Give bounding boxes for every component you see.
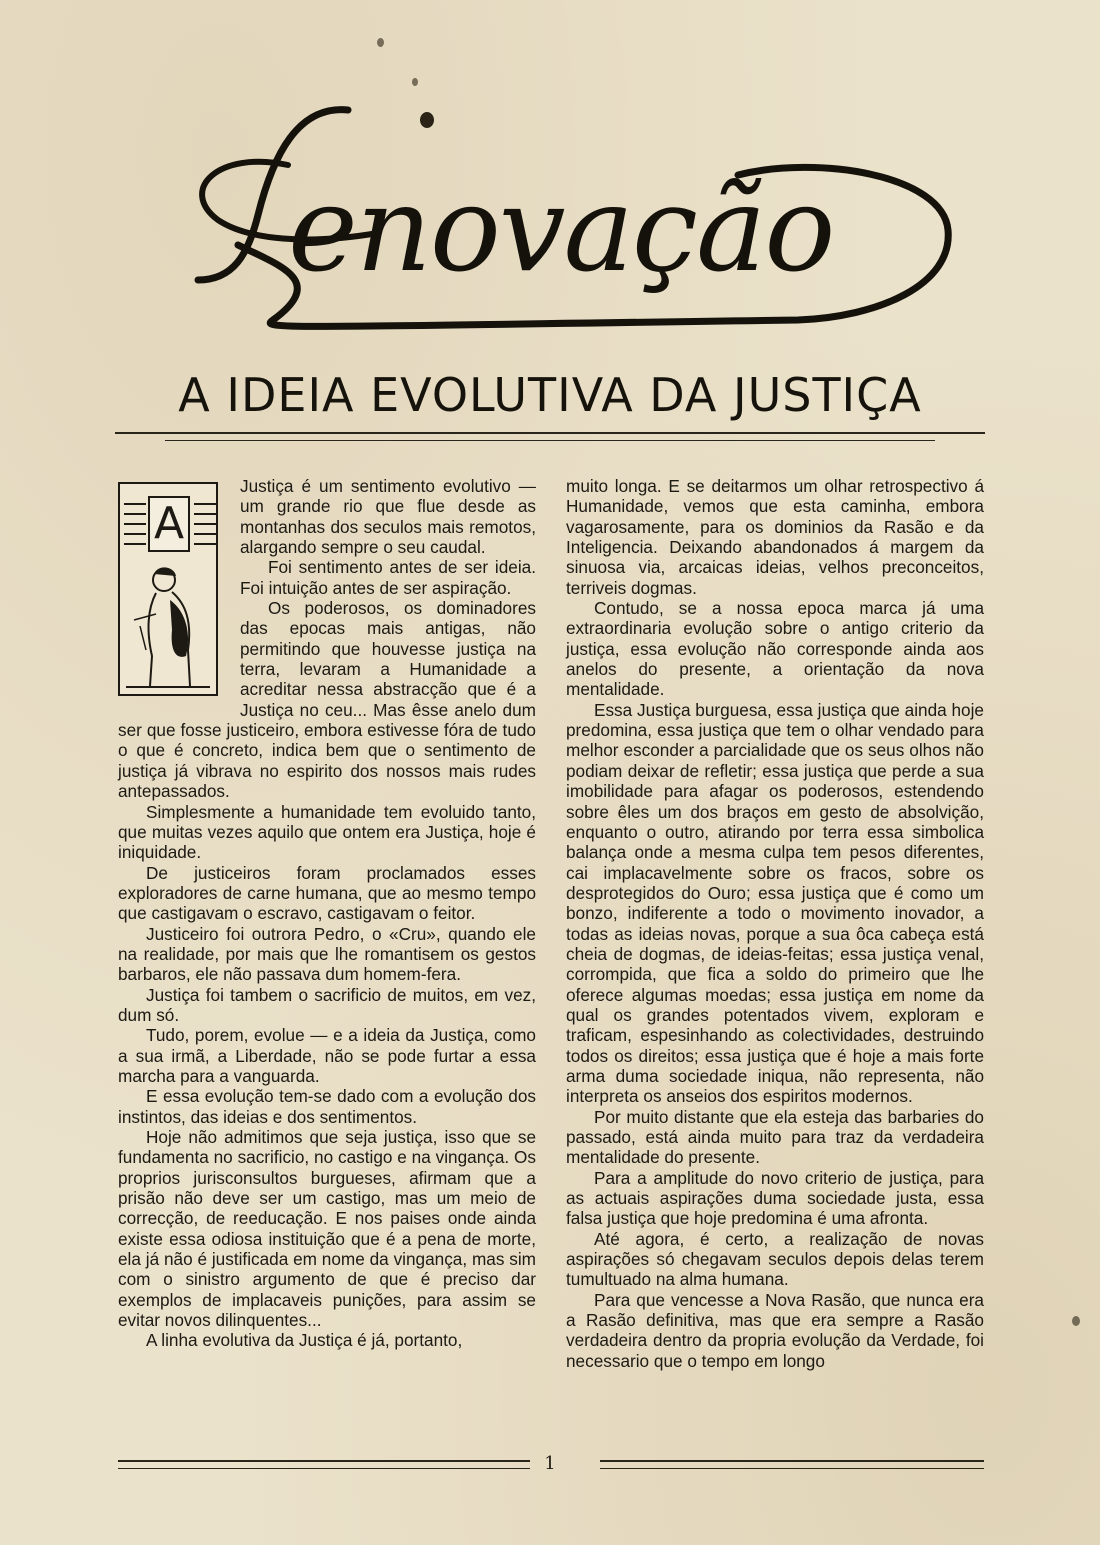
title-rule: [115, 432, 985, 434]
paragraph: Para a amplitude do novo criterio de justiça, para as actuais aspirações duma sociedade justa, essa falsa justiça que hoje predomina é uma afronta.: [566, 1167, 984, 1229]
paragraph: Simplesmente a humanidade tem evoluido tanto, que muitas vezes aquilo que ontem era Justiça, hoje é iniquidade.: [118, 801, 536, 863]
ink-stain: [377, 38, 384, 47]
footer-rule-left: [118, 1460, 530, 1462]
svg-text:enovação: enovação: [288, 160, 834, 298]
paragraph: Justiça foi tambem o sacrificio de muitos, em vez, dum só.: [118, 984, 536, 1025]
paragraph: Tudo, porem, evolue — e a ideia da Justiça, como a sua irmã, a Liberdade, não se pode furtar a essa marcha para a vanguarda.: [118, 1025, 536, 1086]
paragraph: muito longa. E se deitarmos um olhar retrospectivo á Humanidade, vemos que esta caminha, embora vagarosamente, para os dominios da Rasão e da Inteligencia. Deixando abandonados á margem da sinuosa via, arcaicas ideias, velhos preconceitos, terriveis dogmas.: [566, 476, 984, 598]
paragraph: Foi sentimento antes de ser ideia. Foi intuição antes de ser aspiração.: [240, 557, 536, 598]
drop-cap-illustration: [118, 482, 218, 696]
page-number: 1: [544, 1453, 556, 1474]
paragraph: De justiceiros foram proclamados esses exploradores de carne humana, que ao mesmo tempo que castigavam o escravo, castigavam o feitor.: [118, 862, 536, 924]
paragraph: Os poderosos, os dominadores das epocas mais antigas, não permitindo que houvesse justiça na terra, levaram a Humanidade a acreditar nessa abstracção que é a Justiça no ceu... Mas êsse anelo dum ser que fosse justiceiro, embora estivesse fóra de tudo o que é concreto, indica bem que o sentimento de justiça já vibrava no espirito dos nossos mais rudes antepassados.: [118, 598, 536, 802]
paragraph: Por muito distante que ela esteja das barbaries do passado, está ainda muito para traz da verdadeira mentalidade do presente.: [566, 1106, 984, 1168]
title-rule-thin: [165, 440, 935, 441]
article-column-right: [566, 476, 984, 1371]
paragraph: Justiça é um sentimento evolutivo — um grande rio que flue desde as montanhas dos seculos mais remotos, alargando sempre o seu caudal.: [240, 476, 536, 558]
footer-rule-left-thin: [118, 1468, 530, 1469]
paragraph: E essa evolução tem-se dado com a evolução dos instintos, das ideias e dos sentimentos.: [118, 1086, 536, 1127]
paragraph: Para que vencesse a Nova Rasão, que nunca era a Rasão definitiva, mas que era sempre a Rasão verdadeira dentro da propria evolução da Verdade, foi necessario que o tempo em longo: [566, 1289, 984, 1371]
paragraph: Hoje não admitimos que seja justiça, isso que se fundamenta no sacrificio, no castigo e na vingança. Os proprios jurisconsultos burgueses, afirmam que a prisão não deve ser um castigo, mas um meio de correcção, de reeducação. E nos paises onde ainda existe essa odiosa instituição que é a pena de morte, ela já não é justificada em nome da vingança, mas sim com o sinistro argumento de que é preciso dar exemplos de implacaveis punições, para assim se evitar novos dilinquentes...: [118, 1127, 536, 1331]
paragraph: Justiceiro foi outrora Pedro, o «Cru», quando ele na realidade, por mais que lhe romantisem os gestos barbaros, ele não passava dum homem-fera.: [118, 923, 536, 985]
masthead-logo: [178, 95, 968, 340]
paragraph: Contudo, se a nossa epoca marca já uma extraordinaria evolução sobre o antigo criterio da justiça, essa evolução não corresponde ainda aos anelos do presente, a orientação da nova mentalidade.: [566, 598, 984, 700]
ink-stain: [412, 78, 418, 86]
footer-rule-right-thin: [600, 1468, 984, 1469]
ink-stain: [1072, 1316, 1080, 1326]
paragraph: Até agora, é certo, a realização de novas aspirações só chegavam seculos depois delas terem tumultuado na alma humana.: [566, 1228, 984, 1290]
justice-figure-icon: [126, 560, 210, 688]
article-column-left: [118, 476, 536, 1351]
article-title: A IDEIA EVOLUTIVA DA JUSTIÇA: [178, 368, 922, 422]
paragraph: Essa Justiça burguesa, essa justiça que ainda hoje predomina, essa justiça que tem o olhar vendado para melhor esconder a parcialidade que os seus olhos não podiam deixar de refletir; essa justiça que perde a sua imobilidade para afagar os poderosos, estendendo sobre êles um dos braços em gesto de absolvição, enquanto o outro, atirando por terra essa simbolica balança onde a mesma culpa tem pesos diferentes, cai implacavelmente sobre os fracos, sobre os desprotegidos do Ouro; essa justiça que é como um bonzo, indiferente a todo o movimento inovador, a todas as ideias novas, porque a sua ôca cabeça está cheia de dogmas, de ideias-feitas; essa justiça venal, corrompida, que fica a soldo do primeiro que lhe oferece algumas moedas; essa justiça em nome da qual os grandes potentados vivem, exploram e traficam, espesinhando as colectividades, destruindo todos os direitos; essa justiça que é hoje a mais forte arma duma sociedade iniqua, não representa, não interpreta os anseios dos espiritos modernos.: [566, 699, 984, 1107]
footer-rule-right: [600, 1460, 984, 1462]
paragraph: A linha evolutiva da Justiça é já, portanto,: [146, 1330, 463, 1351]
drop-cap-letter: A: [148, 496, 190, 552]
